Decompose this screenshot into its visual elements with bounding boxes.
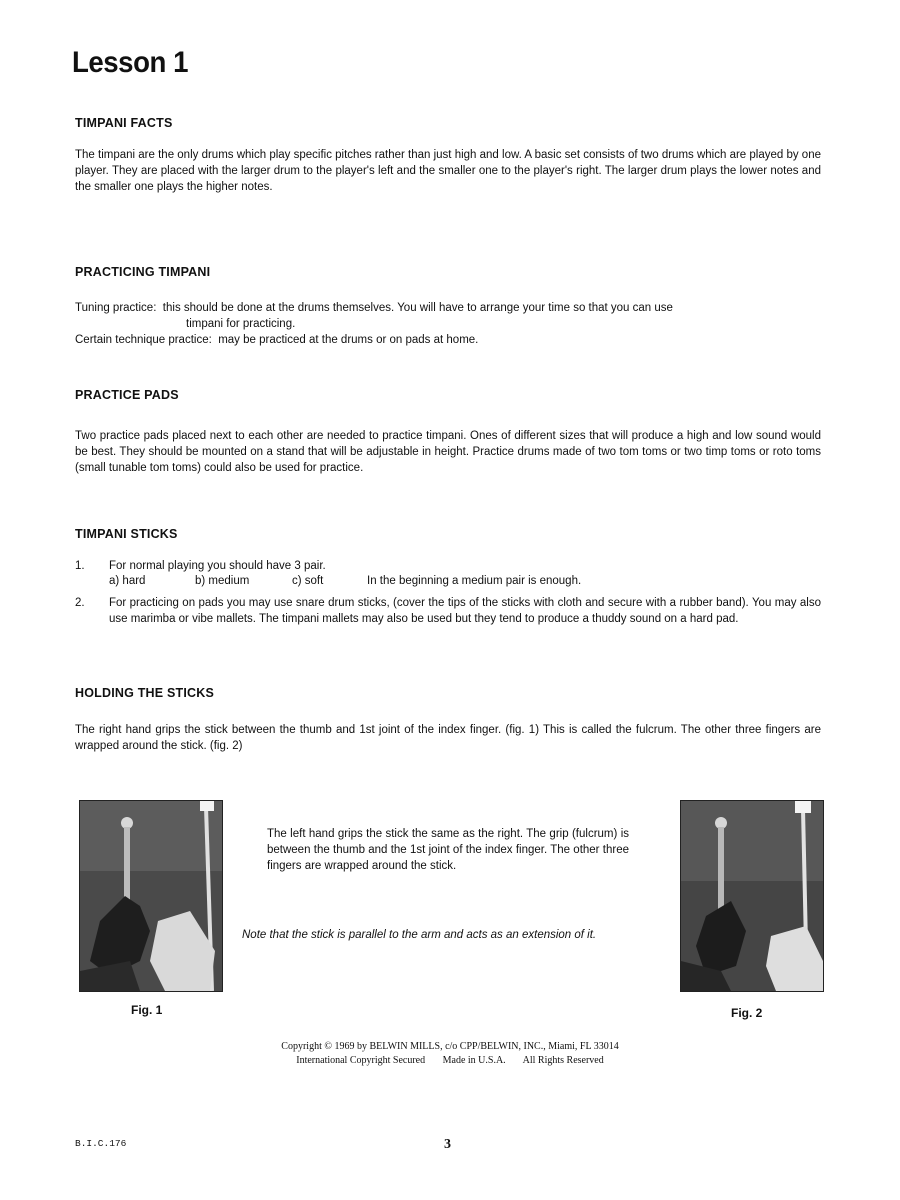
technique-label: Certain technique practice: (75, 334, 212, 346)
tuning-practice-row (75, 300, 821, 316)
copyright-secured: International Copyright Secured (296, 1055, 426, 1066)
practice-pads-heading: PRACTICE PADS (75, 388, 179, 402)
sticks-item-1 (75, 558, 326, 574)
holding-sticks-text: The right hand grips the stick between the thumb and 1st joint of the index finger. (fig. 1) This is called the fulcrum. The other three fingers are wrapped around the stick. (fig. 2) (75, 724, 821, 752)
page-number: 3 (444, 1137, 451, 1152)
practice-pads-text: Two practice pads placed next to each other are needed to practice timpani. Ones of different sizes that will produce a high and low sound would be best. They should be mounted on a stand that will be adjustable in height. Practice drums made of two tom toms or two timp toms or roto toms (small tunable tom toms) could also be used for practice. (75, 430, 821, 474)
copyright-line-2 (240, 1054, 660, 1068)
sticks-item-1-options (109, 573, 581, 589)
practicing-heading: PRACTICING TIMPANI (75, 265, 211, 279)
parallel-note: Note that the stick is parallel to the arm and acts as an extension of it. (242, 929, 597, 941)
fig-1-photo (79, 800, 223, 992)
fingers-wrapped-image (681, 801, 823, 991)
item-2-text: For practicing on pads you may use snare drum sticks, (cover the tips of the sticks with cloth and secure with a rubber band). You may also use marimba or vibe mallets. The timpani mallets may also be used but they tend to produce a thuddy sound on a hard pad. (109, 597, 821, 625)
footer-code: B.I.C.176 (75, 1138, 127, 1149)
fig-2-caption: Fig. 2 (731, 1006, 763, 1020)
option-hard: a) hard (109, 575, 146, 587)
tuning-cont: timpani for practicing. (186, 318, 296, 330)
tuning-label: Tuning practice: (75, 302, 157, 314)
technique-practice-row (75, 332, 478, 348)
fig-2-photo (680, 800, 824, 992)
left-hand-text: The left hand grips the stick the same as the right. The grip (fulcrum) is between the thumb and the 1st joint of the index finger. The other three fingers are wrapped around the stick. (267, 828, 629, 872)
item-1-text: For normal playing you should have 3 pair. (109, 560, 326, 572)
holding-sticks-heading: HOLDING THE STICKS (75, 686, 215, 700)
tuning-text: this should be done at the drums themselves. You will have to arrange your time so that you can use (162, 302, 673, 314)
item-1-number: 1. (75, 560, 85, 572)
timpani-facts-heading: TIMPANI FACTS (75, 116, 173, 130)
lesson-title: Lesson 1 (72, 46, 188, 79)
technique-text: may be practiced at the drums or on pads at home. (218, 334, 479, 346)
copyright-block (240, 1040, 660, 1068)
fig-1-caption: Fig. 1 (131, 1003, 163, 1017)
option-soft: c) soft (292, 575, 324, 587)
sticks-item-2 (75, 595, 821, 627)
copyright-line-1: Copyright © 1969 by BELWIN MILLS, c/o CPP/BELWIN, INC., Miami, FL 33014 (281, 1041, 619, 1052)
item-2-number: 2. (75, 597, 85, 609)
right-hand-grip-image (80, 801, 222, 991)
option-note: In the beginning a medium pair is enough. (367, 575, 582, 587)
timpani-sticks-heading: TIMPANI STICKS (75, 527, 178, 541)
copyright-rights: All Rights Reserved (522, 1055, 604, 1066)
copyright-made-in: Made in U.S.A. (442, 1055, 506, 1066)
option-medium: b) medium (195, 575, 250, 587)
timpani-facts-text: The timpani are the only drums which play specific pitches rather than just high and low. A basic set consists of two drums which are played by one player. They are placed with the larger drum to the player's left and the smaller one to the player's right. The larger drum plays the lower notes and the smaller one plays the higher notes. (75, 149, 821, 193)
